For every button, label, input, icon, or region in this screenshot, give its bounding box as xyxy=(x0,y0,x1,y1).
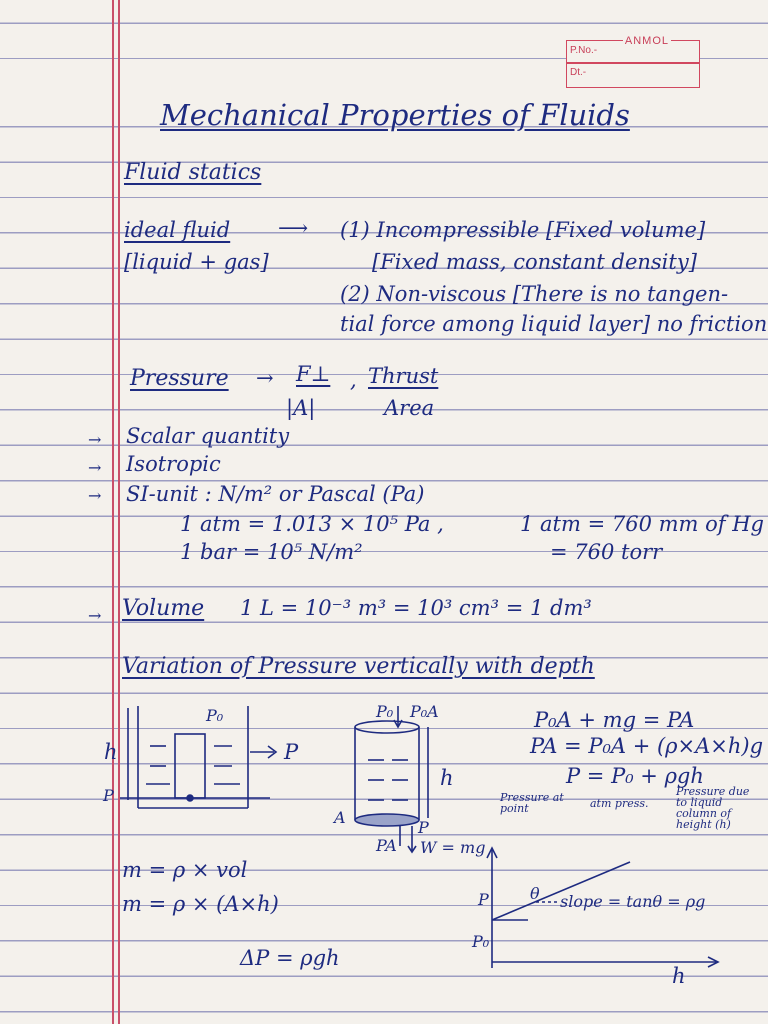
diagram2-pa: PA xyxy=(376,836,397,855)
equation-force-balance: P₀A + mg = PA xyxy=(534,708,695,732)
fluid-statics-heading: Fluid statics xyxy=(124,160,262,185)
graph-h-label: h xyxy=(672,964,686,988)
atm-conversion-2: 1 atm = 760 mm of Hg xyxy=(520,512,764,536)
torr-conversion: = 760 torr xyxy=(550,540,663,564)
page-title: Mechanical Properties of Fluids xyxy=(160,98,630,132)
thrust-text: Thrust xyxy=(368,364,439,388)
diagram2-h: h xyxy=(440,766,454,790)
note-pressure-at-point: Pressure at point xyxy=(500,791,564,815)
diagram1-p0: P₀ xyxy=(206,706,224,725)
pressure-heading: Pressure xyxy=(130,366,229,391)
page-number-label: P.No.- xyxy=(570,45,598,56)
volume-arrow: → xyxy=(88,606,102,625)
diagram1-p: P xyxy=(103,786,114,805)
liquid-gas-text: [liquid + gas] xyxy=(124,250,269,274)
delta-pressure-equation: ΔP = ρgh xyxy=(240,946,340,970)
diagram2-p0a: P₀A xyxy=(410,702,439,721)
fixed-mass-text: [Fixed mass, constant density] xyxy=(372,250,697,274)
brand-name: ANMOL xyxy=(624,35,669,47)
atm-conversion-1: 1 atm = 1.013 × 10⁵ Pa , xyxy=(180,512,444,536)
area-text: Area xyxy=(384,396,435,420)
isotropic-text: Isotropic xyxy=(126,452,221,476)
volume-equation: 1 L = 10⁻³ m³ = 10³ cm³ = 1 dm³ xyxy=(240,596,592,620)
bullet-arrow-1: → xyxy=(88,430,102,449)
equation-result: P = P₀ + ρgh xyxy=(566,764,704,788)
graph-p0-label: P₀ xyxy=(472,932,490,951)
scalar-quantity-text: Scalar quantity xyxy=(126,424,290,448)
diagram1-h: h xyxy=(104,740,118,764)
non-viscous-continued-text: tial force among liquid layer] no friction xyxy=(340,312,768,336)
area-magnitude: |A| xyxy=(286,396,316,420)
diagram2-a: A xyxy=(334,808,346,827)
diagram1-p-arrow: P xyxy=(284,740,299,764)
ideal-fluid-text: ideal fluid xyxy=(124,218,231,242)
non-viscous-text: (2) Non-viscous [There is no tangen- xyxy=(340,282,729,306)
graph-p-label: P xyxy=(478,890,489,909)
mass-equation-2: m = ρ × (A×h) xyxy=(122,892,279,916)
graph-theta: θ xyxy=(530,884,540,903)
bullet-arrow-2: → xyxy=(88,458,102,477)
diagram2-p0: P₀ xyxy=(376,702,394,721)
comma: , xyxy=(350,368,357,392)
diagram2-p: P xyxy=(418,818,429,837)
arrow-1: ⟶ xyxy=(278,216,309,240)
incompressible-text: (1) Incompressible [Fixed volume] xyxy=(340,218,706,242)
mass-equation-1: m = ρ × vol xyxy=(122,858,248,882)
note-liquid-column: Pressure due to liquid column of height (h) xyxy=(676,785,750,831)
variation-heading: Variation of Pressure vertically with depth xyxy=(122,654,595,679)
volume-heading: Volume xyxy=(122,596,205,621)
bar-conversion: 1 bar = 10⁵ N/m² xyxy=(180,540,363,564)
pressure-arrow: → xyxy=(256,366,274,390)
bullet-arrow-3: → xyxy=(88,486,102,505)
si-unit-text: SI-unit : N/m² or Pascal (Pa) xyxy=(126,482,425,506)
diagram2-weight: W = mg xyxy=(420,838,486,857)
date-label: Dt.- xyxy=(570,67,587,78)
equation-substituted: PA = P₀A + (ρ×A×h)g xyxy=(530,734,764,758)
graph-slope-label: slope = tanθ = ρg xyxy=(560,892,706,911)
force-perp: F⊥ xyxy=(296,362,331,386)
open-container-diagram xyxy=(120,706,276,808)
note-atm-pressure: atm press. xyxy=(590,797,649,810)
